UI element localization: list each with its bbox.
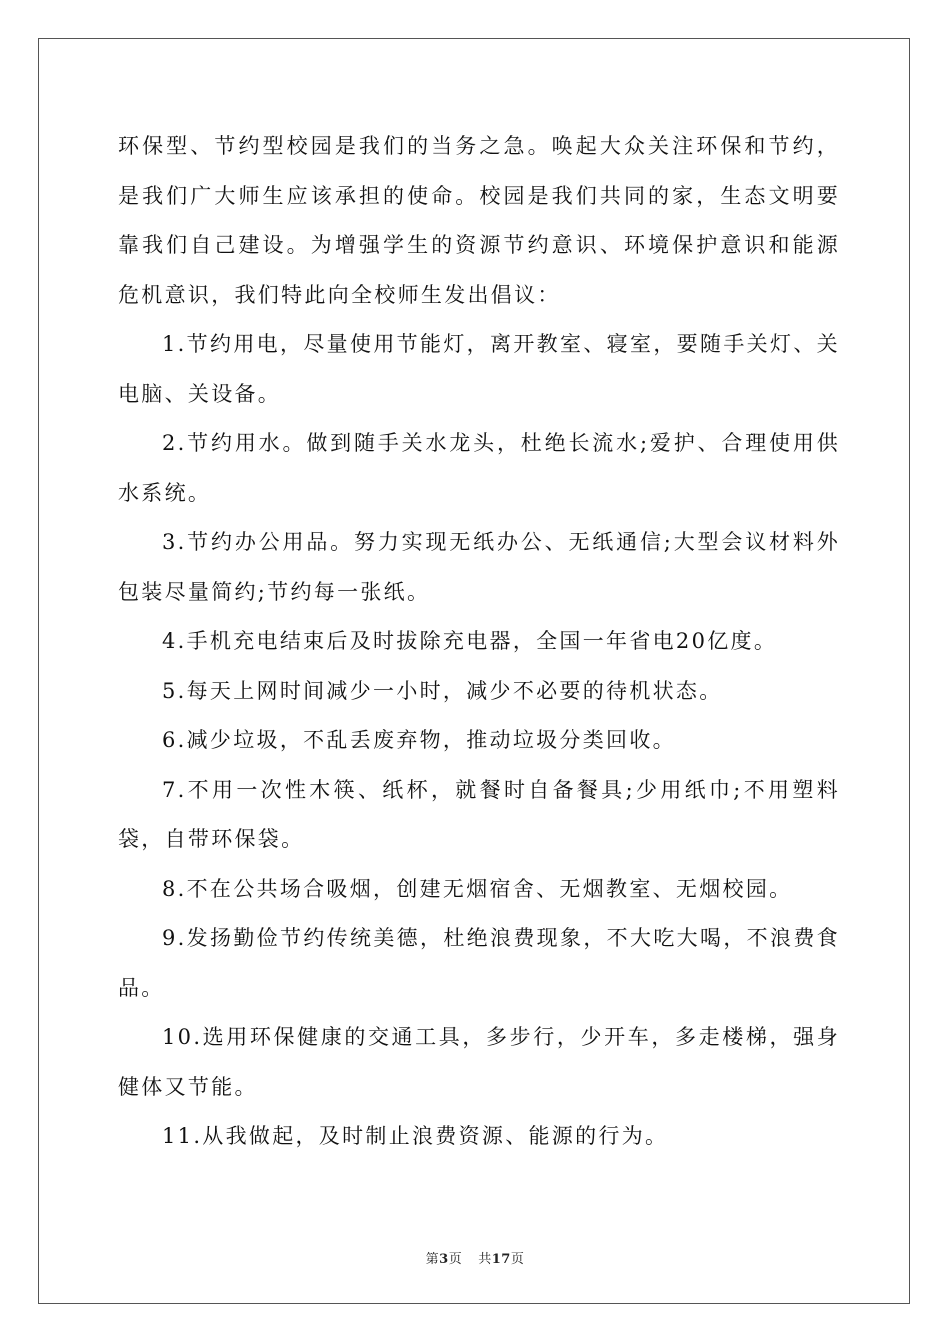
proposal-item-8: 8.不在公共场合吸烟，创建无烟宿舍、无烟教室、无烟校园。 xyxy=(162,876,793,901)
page-suffix: 页 xyxy=(448,1252,463,1267)
total-prefix: 共 xyxy=(478,1252,492,1267)
total-pages-number: 17 xyxy=(491,1252,511,1267)
proposal-item-11: 11.从我做起，及时制止浪费资源、能源的行为。 xyxy=(162,1124,669,1148)
document-body xyxy=(118,122,840,1162)
proposal-item-6: 6.减少垃圾，不乱丢废弃物，推动垃圾分类回收。 xyxy=(162,728,676,752)
proposal-item-2: 2.节约用水。做到随手关水龙头，杜绝长流水;爱护、合理使用供水系统。 xyxy=(118,431,840,505)
total-suffix: 页 xyxy=(510,1252,525,1267)
proposal-item-10: 10.选用环保健康的交通工具，多步行，少开车，多走楼梯，强身健体又节能。 xyxy=(118,1025,840,1099)
intro-paragraph: 环保型、节约型校园是我们的当务之急。唤起大众关注环保和节约，是我们广大师生应该承担的使命。校园是我们共同的家，生态文明要靠我们自己建设。为增强学生的资源节约意识、环境保护意识和能源危机意识，我们特此向全校师生发出倡议： xyxy=(118,134,840,307)
proposal-item-5: 5.每天上网时间减少一小时，减少不必要的待机状态。 xyxy=(162,678,723,703)
current-page-number: 3 xyxy=(439,1252,449,1267)
proposal-item-1: 1.节约用电，尽量使用节能灯，离开教室、寝室，要随手关灯、关电脑、关设备。 xyxy=(118,332,840,406)
proposal-item-7: 7.不用一次性木筷、纸杯，就餐时自备餐具;少用纸巾;不用塑料袋，自带环保袋。 xyxy=(118,777,840,851)
page-prefix: 第 xyxy=(425,1252,440,1267)
page-footer xyxy=(0,1248,950,1267)
proposal-item-9: 9.发扬勤俭节约传统美德，杜绝浪费现象，不大吃大喝，不浪费食品。 xyxy=(118,926,840,1000)
proposal-item-3: 3.节约办公用品。努力实现无纸办公、无纸通信;大型会议材料外包装尽量简约;节约每一张纸。 xyxy=(118,530,840,604)
proposal-item-4: 4.手机充电结束后及时拔除充电器，全国一年省电20亿度。 xyxy=(162,629,778,653)
